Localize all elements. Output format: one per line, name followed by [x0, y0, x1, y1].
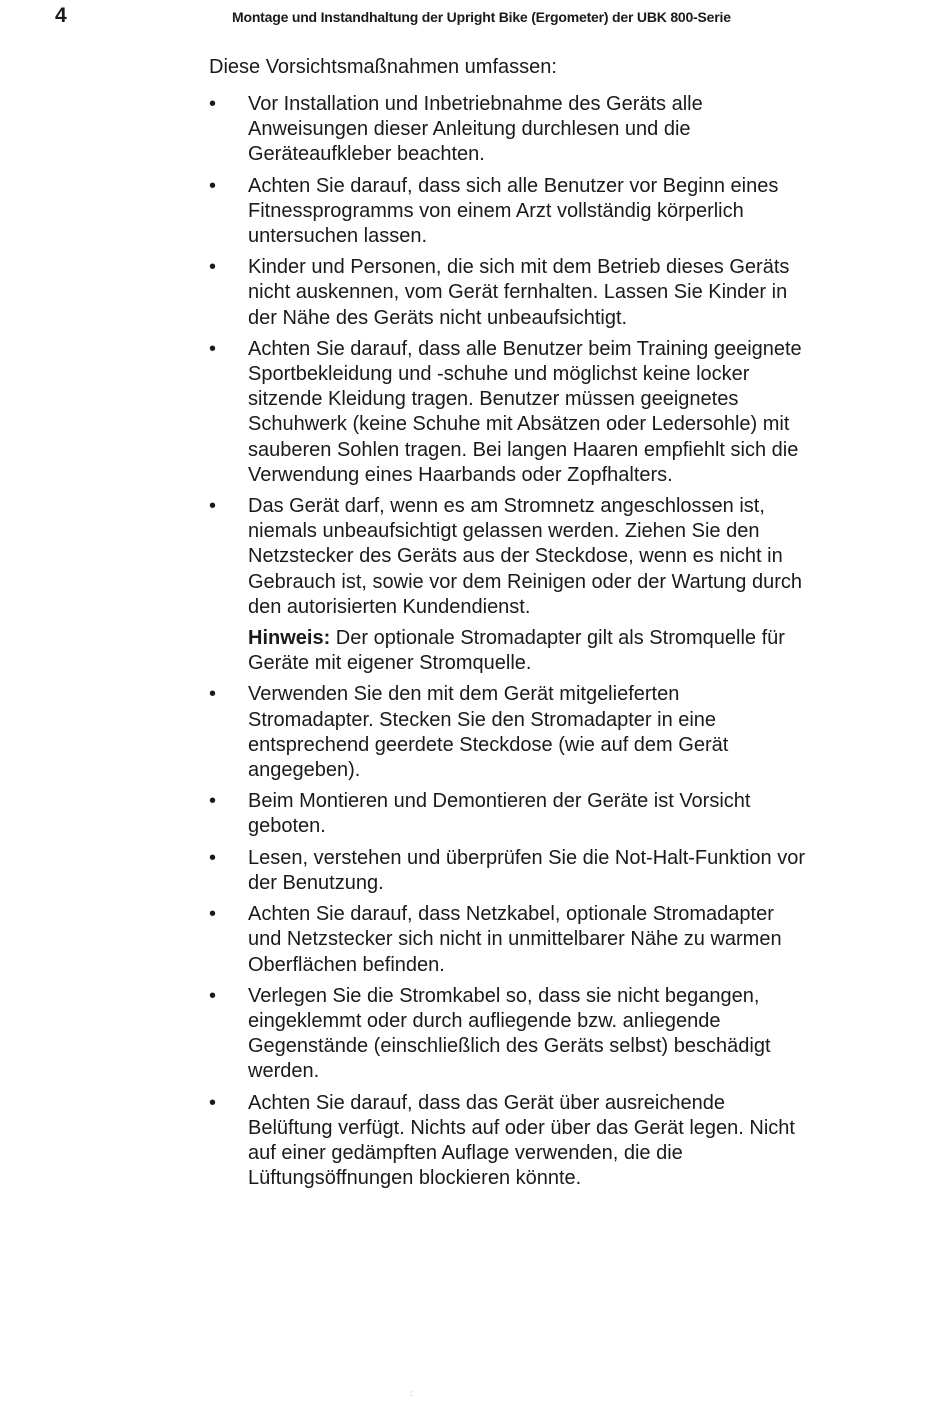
list-item	[209, 789, 809, 839]
list-item	[209, 494, 809, 620]
list-item-text: Verlegen Sie die Stromkabel so, dass sie nicht begangen, eingeklemmt oder durch aufliegende bzw. anliegende Gegenstände (einschließlich des Geräts selbst) beschädigt werden.	[248, 984, 771, 1083]
precautions-list-2	[209, 682, 809, 1191]
bullet-icon: •	[209, 683, 217, 706]
bullet-icon: •	[209, 337, 217, 360]
note-text: Der optionale Stromadapter gilt als Stromquelle für Geräte mit eigener Stromquelle.	[248, 627, 785, 675]
list-item-text: Lesen, verstehen und überprüfen Sie die Not-Halt-Funktion vor der Benutzung.	[248, 846, 805, 894]
bullet-icon: •	[209, 984, 217, 1007]
list-item-text: Beim Montieren und Demontieren der Geräte ist Vorsicht geboten.	[248, 790, 751, 838]
list-item-text: Achten Sie darauf, dass alle Benutzer beim Training geeignete Sportbekleidung und -schuhe und möglichst keine locker sitzende Kleidung tragen. Benutzer müssen geeignetes Schuhwerk (keine Schuhe mit Absätzen oder Ledersohle) mit sauberen Sohlen tragen. Bei langen Haaren empfiehlt sich die Verwendung eines Haarbands oder Zopfhalters.	[248, 337, 802, 486]
list-item	[209, 682, 809, 783]
list-item	[209, 337, 809, 488]
list-item-text: Vor Installation und Inbetriebnahme des Geräts alle Anweisungen dieser Anleitung durchlesen und die Geräteaufkleber beachten.	[248, 93, 703, 166]
list-item	[209, 92, 809, 168]
running-header: Montage und Instandhaltung der Upright Bike (Ergometer) der UBK 800-Serie	[232, 9, 731, 25]
bullet-icon: •	[209, 1091, 217, 1114]
note-label: Hinweis:	[248, 627, 331, 650]
list-item-text: Kinder und Personen, die sich mit dem Betrieb dieses Geräts nicht auskennen, vom Gerät fernhalten. Lassen Sie Kinder in der Nähe des Geräts nicht unbeaufsichtigt.	[248, 256, 790, 329]
list-item	[209, 1091, 809, 1192]
document-body	[209, 55, 809, 1197]
page-number: 4	[55, 4, 67, 27]
bullet-icon: •	[209, 903, 217, 926]
bullet-icon: •	[209, 790, 217, 813]
bullet-icon: •	[209, 846, 217, 869]
bullet-icon: •	[209, 256, 217, 279]
precautions-list-1	[209, 92, 809, 620]
list-item	[209, 174, 809, 250]
intro-text: Diese Vorsichtsmaßnahmen umfassen:	[209, 56, 557, 78]
note-paragraph	[209, 626, 809, 676]
list-item	[209, 846, 809, 896]
bullet-icon: •	[209, 93, 217, 115]
list-item-text: Achten Sie darauf, dass sich alle Benutzer vor Beginn eines Fitnessprogramms von einem Arzt vollständig körperlich untersuchen lassen.	[248, 174, 779, 248]
list-item-text: Verwenden Sie den mit dem Gerät mitgelieferten Stromadapter. Stecken Sie den Stromadapter in eine entsprechend geerdete Steckdose (wie auf dem Gerät angegeben).	[248, 683, 729, 782]
list-item	[209, 255, 809, 331]
list-item-text: Achten Sie darauf, dass das Gerät über ausreichende Belüftung verfügt. Nichts auf oder über das Gerät legen. Nicht auf einer gedämpften Auflage verwenden, die die Lüftungsöffnungen blockieren könnte.	[248, 1091, 795, 1190]
bullet-icon: •	[209, 174, 217, 197]
list-item	[209, 902, 809, 978]
list-item-text: Achten Sie darauf, dass Netzkabel, optionale Stromadapter und Netzstecker sich nicht in unmittelbarer Nähe zu warmen Oberflächen befinden.	[248, 903, 782, 976]
list-item	[209, 984, 809, 1085]
footer-mark: :	[410, 1389, 413, 1398]
list-item-text: Das Gerät darf, wenn es am Stromnetz angeschlossen ist, niemals unbeaufsichtigt gelassen werden. Ziehen Sie den Netzstecker des Geräts aus der Steckdose, wenn es nicht in Gebrauch ist, sowie vor dem Reinigen oder der Wartung durch den autorisierten Kundendienst.	[248, 495, 802, 618]
bullet-icon: •	[209, 495, 217, 518]
